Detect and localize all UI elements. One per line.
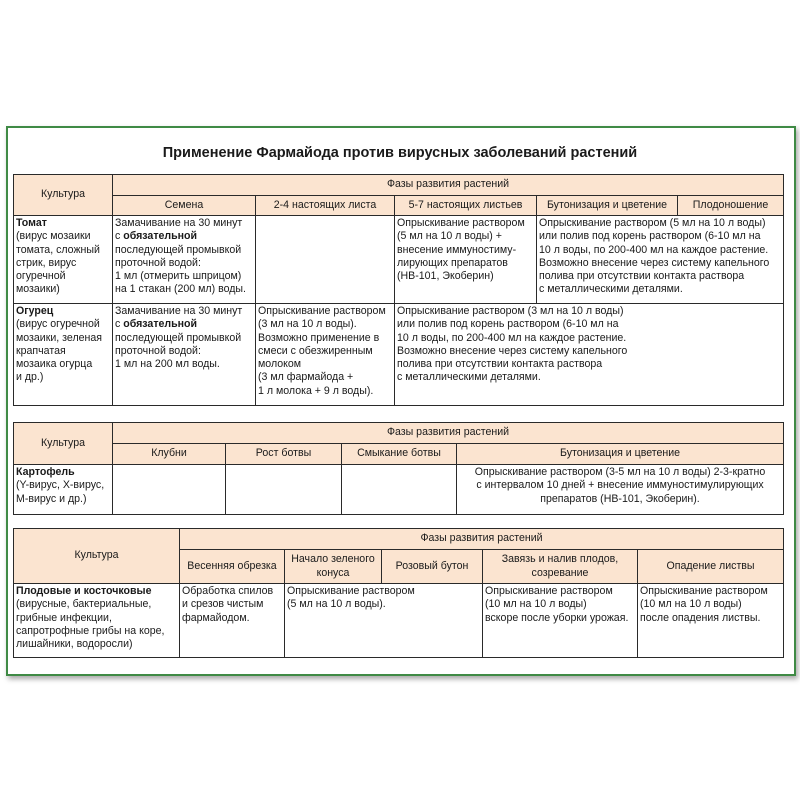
phase-header-spring-pruning: Весенняя обрезка: [180, 550, 285, 584]
culture-name: Огурец: [16, 305, 54, 317]
treatment-haulm-growth-empty: [226, 465, 342, 515]
phase-header-2-4-leaves: 2-4 настоящих листа: [256, 196, 395, 216]
phase-header-budding: Бутонизация и цветение: [537, 196, 678, 216]
phases-header: Фазы развития растений: [113, 175, 784, 196]
phases-header: Фазы развития растений: [180, 529, 784, 550]
phase-header-tubers: Клубни: [113, 444, 226, 465]
culture-header: Культура: [14, 529, 180, 584]
phase-header-haulm-closure: Смыкание ботвы: [342, 444, 457, 465]
treatment-tubers-empty: [113, 465, 226, 515]
table-fruit-trees: [13, 528, 784, 658]
treatment-5-7-to-fruiting: Опрыскивание раствором (3 мл на 10 л воды) или полив под корень раствором (6-10 мл на 10 л воды, по 200-400 мл на каждое растение. Возможно внесение через систему капельного полива при отсутствии контакта раствора с металлическими деталями.: [395, 304, 784, 406]
phase-header-haulm-growth: Рост ботвы: [226, 444, 342, 465]
treatment-leaf-fall: Опрыскивание раствором (10 мл на 10 л воды) после опадения листвы.: [638, 584, 784, 658]
phase-header-leaf-fall: Опадение листвы: [638, 550, 784, 584]
culture-cell-potato: Картофель (Y-вирус, X-вирус, M-вирус и др.): [14, 465, 113, 515]
phase-header-ovary-ripening: Завязь и налив плодов, созревание: [483, 550, 638, 584]
culture-cell-cucumber: Огурец (вирус огуречной мозаики, зеленая крапчатая мозаика огурца и др.): [14, 304, 113, 406]
phase-header-5-7-leaves: 5-7 настоящих листьев: [395, 196, 537, 216]
phase-header-fruiting: Плодоношение: [678, 196, 784, 216]
treatment-spring-pruning: Обработка спилов и срезов чистым фармайодом.: [180, 584, 285, 658]
treatment-2-4-leaves: Опрыскивание раствором (3 мл на 10 л воды). Возможно применение в смеси с обезжиренным молоком (3 мл фармайода + 1 л молока + 9 л воды).: [256, 304, 395, 406]
phases-header: Фазы развития растений: [113, 423, 784, 444]
culture-name: Томат: [16, 217, 47, 229]
culture-name: Картофель: [16, 466, 75, 478]
treatment-ovary-ripening: Опрыскивание раствором (10 мл на 10 л воды) вскоре после уборки урожая.: [483, 584, 638, 658]
phase-header-seeds: Семена: [113, 196, 256, 216]
culture-header: Культура: [14, 423, 113, 465]
page-title: Применение Фармайода против вирусных заболеваний растений: [162, 145, 638, 161]
table-row: [14, 465, 784, 515]
phase-header-pink-bud: Розовый бутон: [382, 550, 483, 584]
culture-cell-fruit-trees: Плодовые и косточковые (вирусные, бактериальные, грибные инфекции, сапротрофные грибы на коре, лишайники, водоросли): [14, 584, 180, 658]
phase-header-budding: Бутонизация и цветение: [457, 444, 784, 465]
treatment-green-cone-pink-bud: Опрыскивание раствором (5 мл на 10 л воды).: [285, 584, 483, 658]
phase-header-green-cone: Начало зеленого конуса: [285, 550, 382, 584]
table-tomato-cucumber: [13, 174, 784, 406]
treatment-seeds: Замачивание на 30 минут с обязательной последующей промывкой проточной водой: 1 мл (отмерить шприцом) на 1 стакан (200 мл) воды.: [113, 216, 256, 304]
table-row: [14, 584, 784, 658]
culture-header: Культура: [14, 175, 113, 216]
treatment-seeds: Замачивание на 30 минут с обязательной последующей промывкой проточной водой: 1 мл на 200 мл воды.: [113, 304, 256, 406]
treatment-5-7-leaves: Опрыскивание раствором (5 мл на 10 л воды) + внесение иммуностиму- лирующих препаратов (НВ-101, Экоберин): [395, 216, 537, 304]
table-row: [14, 304, 784, 406]
treatment-budding-fruiting: Опрыскивание раствором (5 мл на 10 л воды) или полив под корень раствором (6-10 мл на 10 л воды, по 200-400 мл на каждое растение. Возможно внесение через систему капельного полива при отсутствии контакта раствора с металлическими деталями.: [537, 216, 784, 304]
treatment-haulm-closure-empty: [342, 465, 457, 515]
table-row: [14, 216, 784, 304]
culture-cell-tomato: Томат (вирус мозаики томата, сложный стрик, вирус огуречной мозаики): [14, 216, 113, 304]
treatment-budding: Опрыскивание раствором (3-5 мл на 10 л воды) 2-3-кратно с интервалом 10 дней + внесение иммуностимулирующих препаратов (НВ-101, Экоберин).: [457, 465, 784, 515]
table-potato: [13, 422, 784, 515]
culture-name: Плодовые и косточковые: [16, 585, 152, 597]
treatment-2-4-leaves-empty: [256, 216, 395, 304]
